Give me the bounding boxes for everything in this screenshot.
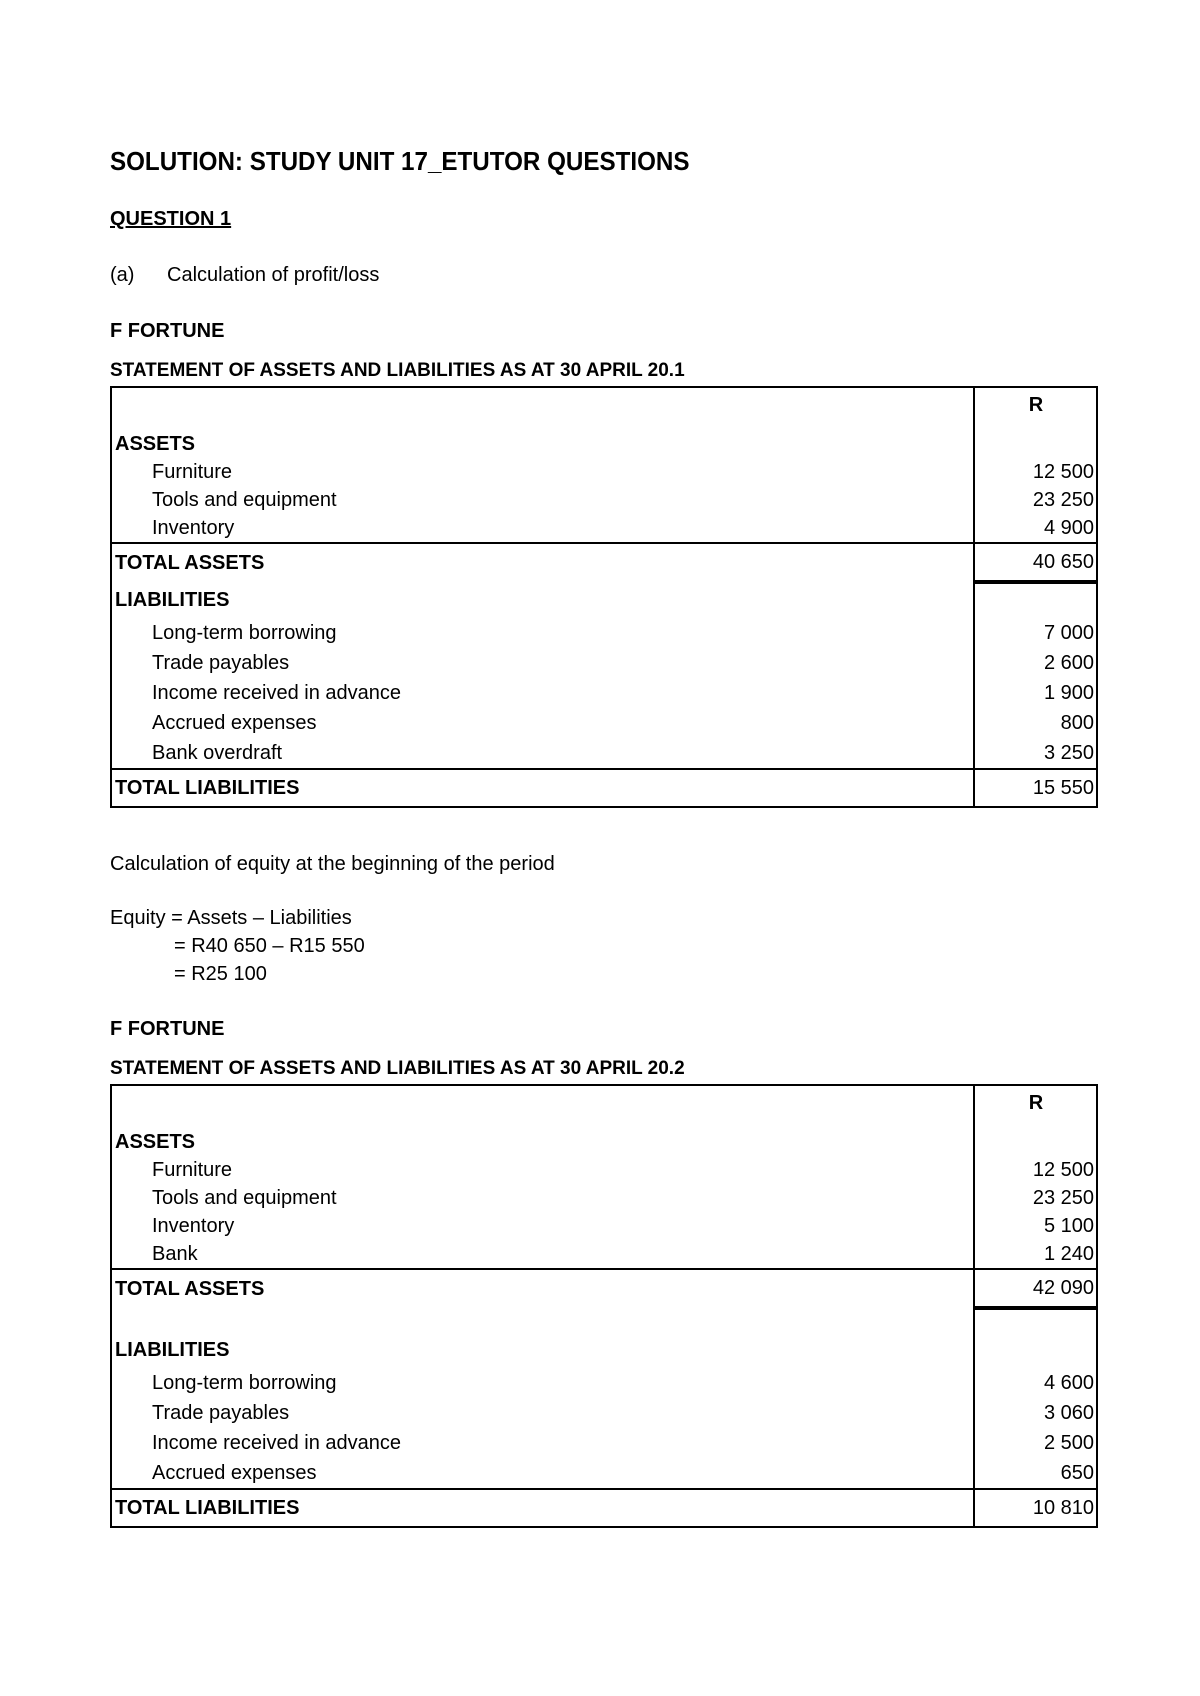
table-row: [111, 1156, 1097, 1184]
liability-name: Accrued expenses: [152, 1461, 317, 1484]
liability-amount: 3 060: [974, 1398, 1097, 1428]
table-row: [111, 648, 1097, 678]
table-row: [111, 708, 1097, 738]
page-title: SOLUTION: STUDY UNIT 17_ETUTOR QUESTIONS: [110, 146, 690, 176]
table-row: [111, 514, 1097, 543]
table-row: [111, 1368, 1097, 1398]
table-row: [111, 678, 1097, 708]
asset-name: Tools and equipment: [152, 488, 337, 511]
equity-calc-heading: Calculation of equity at the beginning of the period: [110, 853, 555, 875]
table-row: [111, 1240, 1097, 1269]
currency-row: [111, 1085, 1097, 1128]
total-liabilities-label: TOTAL LIABILITIES: [111, 1489, 974, 1527]
liability-name: Bank overdraft: [152, 741, 283, 764]
assets-heading-row: [111, 430, 1097, 458]
total-liabilities-amount: 15 550: [974, 769, 1097, 807]
asset-amount: 5 100: [974, 1212, 1097, 1240]
table-row: [111, 618, 1097, 648]
total-liabilities-row: [111, 769, 1097, 807]
total-assets-row: [111, 543, 1097, 582]
asset-amount: 4 900: [974, 514, 1097, 543]
liability-name: Trade payables: [152, 1401, 290, 1424]
question-heading: QUESTION 1: [110, 208, 232, 230]
table-row: [111, 1212, 1097, 1240]
asset-amount: 23 250: [974, 486, 1097, 514]
total-assets-label: TOTAL ASSETS: [111, 1269, 974, 1308]
equity-calc-line: Equity = Assets – Liabilities: [110, 907, 352, 929]
liabilities-heading-row: [111, 1332, 1097, 1368]
total-assets-amount: 42 090: [974, 1269, 1097, 1308]
assets-heading: ASSETS: [115, 1130, 196, 1153]
entity-name-1: F FORTUNE: [110, 320, 225, 342]
statement-table-1: [110, 386, 1098, 808]
asset-amount: 23 250: [974, 1184, 1097, 1212]
table-row: [111, 1398, 1097, 1428]
liability-name: Long-term borrowing: [152, 1371, 337, 1394]
total-liabilities-row: [111, 1489, 1097, 1527]
total-assets-label: TOTAL ASSETS: [111, 543, 974, 582]
equity-calc-line: = R40 650 – R15 550: [174, 935, 365, 957]
total-assets-amount: 40 650: [974, 543, 1097, 582]
table-row: [111, 486, 1097, 514]
asset-name: Tools and equipment: [152, 1186, 337, 1209]
part-heading: [110, 264, 379, 287]
asset-name: Inventory: [152, 1214, 235, 1237]
assets-heading: ASSETS: [115, 432, 196, 455]
total-liabilities-label: TOTAL LIABILITIES: [111, 769, 974, 807]
liability-name: Trade payables: [152, 651, 290, 674]
liability-name: Long-term borrowing: [152, 621, 337, 644]
asset-name: Furniture: [152, 1158, 233, 1181]
liabilities-heading-row: [111, 582, 1097, 618]
assets-heading-row: [111, 1128, 1097, 1156]
liability-amount: 1 900: [974, 678, 1097, 708]
table-row: [111, 738, 1097, 769]
liability-amount: 650: [974, 1458, 1097, 1489]
table-row: [111, 1184, 1097, 1212]
statement-heading-2: STATEMENT OF ASSETS AND LIABILITIES AS AT 30 APRIL 20.2: [110, 1058, 685, 1079]
statement-heading-1: STATEMENT OF ASSETS AND LIABILITIES AS AT 30 APRIL 20.1: [110, 360, 685, 381]
statement-table-2: [110, 1084, 1098, 1528]
asset-amount: 1 240: [974, 1240, 1097, 1269]
table-row: [111, 1428, 1097, 1458]
table-row: [111, 1458, 1097, 1489]
liability-amount: 4 600: [974, 1368, 1097, 1398]
equity-calc: [110, 904, 365, 988]
entity-name-2: F FORTUNE: [110, 1018, 225, 1040]
currency-row: [111, 387, 1097, 430]
total-liabilities-amount: 10 810: [974, 1489, 1097, 1527]
asset-amount: 12 500: [974, 458, 1097, 486]
asset-name: Furniture: [152, 460, 233, 483]
liability-amount: 7 000: [974, 618, 1097, 648]
liability-amount: 800: [974, 708, 1097, 738]
equity-calc-line: = R25 100: [174, 963, 267, 985]
liability-name: Accrued expenses: [152, 711, 317, 734]
currency-label: R: [974, 1085, 1097, 1128]
liability-amount: 2 500: [974, 1428, 1097, 1458]
liabilities-heading: LIABILITIES: [115, 1338, 230, 1361]
currency-label: R: [974, 387, 1097, 430]
total-assets-row: [111, 1269, 1097, 1308]
liability-name: Income received in advance: [152, 1431, 402, 1454]
liabilities-heading: LIABILITIES: [115, 588, 230, 611]
part-text: Calculation of profit/loss: [167, 264, 380, 286]
liability-amount: 3 250: [974, 738, 1097, 769]
asset-name: Inventory: [152, 516, 235, 539]
asset-amount: 12 500: [974, 1156, 1097, 1184]
liability-amount: 2 600: [974, 648, 1097, 678]
liability-name: Income received in advance: [152, 681, 402, 704]
part-label: (a): [110, 264, 135, 286]
asset-name: Bank: [152, 1242, 198, 1265]
table-row: [111, 458, 1097, 486]
